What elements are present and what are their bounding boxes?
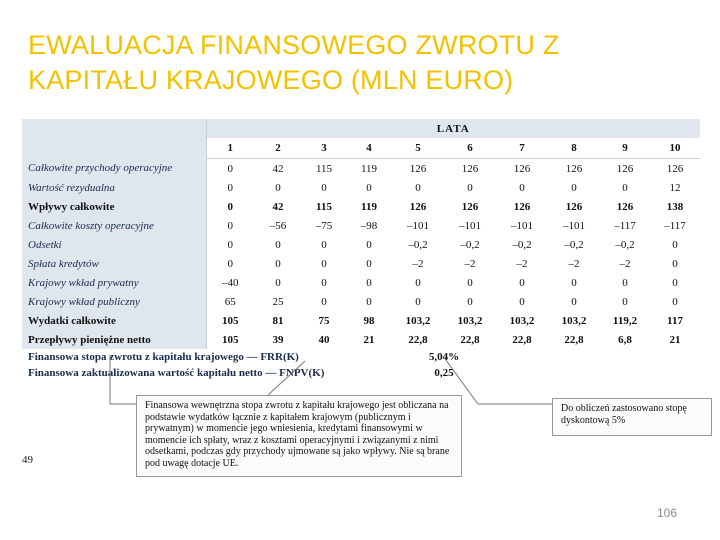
cell-value: 21 [363,333,375,346]
cell-value: 0 [622,276,628,289]
cell-value: 0 [519,276,525,289]
cell-value: 0 [275,276,281,289]
row-label: Wartość rezydualna [22,178,206,197]
cell-value: 0 [415,276,421,289]
callout-line-left [110,356,136,404]
cell-value: 117 [667,314,683,327]
cell-value: 103,2 [509,314,535,327]
cell-value: 126 [409,200,427,213]
cell-value: 0 [467,276,473,289]
cell-value: 0 [571,181,577,194]
cell-value: 0 [519,295,525,308]
row-label: Całkowite przychody operacyjne [22,159,206,179]
cell-value: –0,2 [615,238,635,251]
cell-value: 0 [672,257,678,270]
cell-value: 12 [669,181,681,194]
cell-value: –2 [568,257,580,270]
slide-number: 106 [657,506,678,520]
cell-value: –0,2 [460,238,480,251]
note-irr-explanation: Finansowa wewnętrzna stopa zwrotu z kapitału krajowego jest obliczana na podstawie wydatków łącznie z kapitałem krajowym (publicznym i prywatnym) w momencie jego wniesienia, kredytami finansowymi w momencie ich spłaty, wraz z kosztami operacyjnymi i związanymi z nimi odsetkami, podczas gdy przychody ujmowane są jako wpływy. Nie są brane pod uwagę dotacje UE. [136,395,462,477]
cell-value: 115 [315,162,333,175]
cell-value: –2 [464,257,476,270]
cell-value: –2 [516,257,528,270]
cell-value: 0 [321,181,327,194]
cell-value: 0 [321,238,327,251]
year-6: 6 [444,138,496,159]
cell-value: 103,2 [405,314,431,327]
cell-value: 105 [206,311,254,330]
cell-value: 103,2 [457,314,483,327]
cell-value: 0 [519,181,525,194]
cell-value: –0,2 [512,238,532,251]
year-7: 7 [496,138,548,159]
cell-value: 0 [206,159,254,179]
cell-value: 0 [415,181,421,194]
cell-value: 0 [206,216,254,235]
title-line-1: EWALUACJA FINANSOWEGO ZWROTU Z [28,30,560,60]
row-label: Wydatki całkowite [22,311,206,330]
year-9: 9 [600,138,650,159]
cell-value: –101 [563,219,585,232]
cell-value: 81 [272,314,284,327]
cell-value: 0 [672,238,678,251]
cell-value: 0 [206,254,254,273]
summary-label: Finansowa stopa zwrotu z kapitału krajowego — FRR(K) [22,349,392,365]
cell-value: 115 [316,200,332,213]
row-label: Krajowy wkład publiczny [22,292,206,311]
cell-value: –101 [407,219,429,232]
cell-value: –98 [360,219,378,232]
cell-value: –101 [459,219,481,232]
summary-value: 0,25 [434,367,454,379]
cell-value: 75 [318,314,330,327]
cell-value: 39 [272,333,284,346]
cell-value: 0 [672,295,678,308]
cell-value: 105 [206,330,254,349]
cell-value: 0 [415,295,421,308]
cell-value: 22,8 [564,333,584,346]
row-label: Odsetki [22,235,206,254]
cell-value: 0 [366,238,372,251]
cell-value: 126 [409,162,427,175]
years-header: LATA [206,119,700,138]
cell-value: –75 [315,219,333,232]
cell-value: 0 [321,276,327,289]
cell-value: 126 [616,200,634,213]
year-3: 3 [302,138,346,159]
cell-value: 0 [366,295,372,308]
cell-value: 0 [366,276,372,289]
cell-value: 0 [622,181,628,194]
cell-value: 22,8 [512,333,532,346]
cell-value: 42 [272,162,284,175]
cell-value: 0 [467,295,473,308]
cell-value: 0 [571,276,577,289]
cell-value: 126 [513,200,531,213]
row-label: Wpływy całkowite [22,197,206,216]
cell-value: 126 [565,200,583,213]
cell-value: –2 [412,257,424,270]
cell-value: 126 [616,162,634,175]
cell-value: 0 [622,295,628,308]
year-1: 1 [206,138,254,159]
cell-value: –0,2 [564,238,584,251]
title-line-2: KAPITAŁU KRAJOWEGO (MLN EURO) [28,65,514,95]
cell-value: 22,8 [408,333,428,346]
cell-value: –117 [664,219,686,232]
cell-value: 25 [272,295,284,308]
cell-value: 0 [321,295,327,308]
cell-value: 0 [672,276,678,289]
cell-value: 119 [361,200,377,213]
cell-value: 119 [360,162,378,175]
year-8: 8 [548,138,600,159]
summary-value: 5,04% [428,351,460,363]
year-2: 2 [254,138,302,159]
year-5: 5 [392,138,444,159]
row-label: Całkowite koszty operacyjne [22,216,206,235]
cell-value: 0 [571,295,577,308]
cell-value: 6,8 [618,333,632,346]
year-10: 10 [650,138,700,159]
cell-value: 0 [206,178,254,197]
cell-value: –0,2 [408,238,428,251]
cell-value: 138 [666,200,684,213]
cell-value: –117 [614,219,636,232]
cell-value: 103,2 [561,314,587,327]
row-label: Krajowy wkład prywatny [22,273,206,292]
cell-value: 0 [206,197,254,216]
cell-value: 0 [275,181,281,194]
cell-value: 0 [206,235,254,254]
row-label: Spłata kredytów [22,254,206,273]
cell-value: 119,2 [612,314,638,327]
callout-line-mid [268,361,305,395]
cell-value: 0 [467,181,473,194]
source-page-number: 49 [22,454,33,466]
cell-value: 0 [275,257,281,270]
cell-value: 0 [366,181,372,194]
cell-value: –56 [269,219,287,232]
callout-line-right [443,356,552,404]
cell-value: 0 [321,257,327,270]
cell-value: 126 [513,162,531,175]
cell-value: 126 [461,162,479,175]
cell-value: 126 [461,200,479,213]
year-4: 4 [346,138,392,159]
cell-value: –101 [511,219,533,232]
cell-value: –2 [619,257,631,270]
cell-value: 40 [318,333,330,346]
note-discount-rate: Do obliczeń zastosowano stopę dyskontową 5% [552,398,712,436]
cell-value: 21 [669,333,681,346]
cell-value: 126 [666,162,684,175]
cell-value: 0 [275,238,281,251]
cell-value: 22,8 [460,333,480,346]
summary-label: Finansowa zaktualizowana wartość kapitału netto — FNPV(K) [22,365,392,381]
row-label: Przepływy pieniężne netto [22,330,206,349]
cell-value: 42 [272,200,284,213]
cell-value: –40 [206,273,254,292]
cell-value: 65 [206,292,254,311]
cell-value: 126 [565,162,583,175]
cell-value: 0 [366,257,372,270]
cell-value: 98 [363,314,375,327]
